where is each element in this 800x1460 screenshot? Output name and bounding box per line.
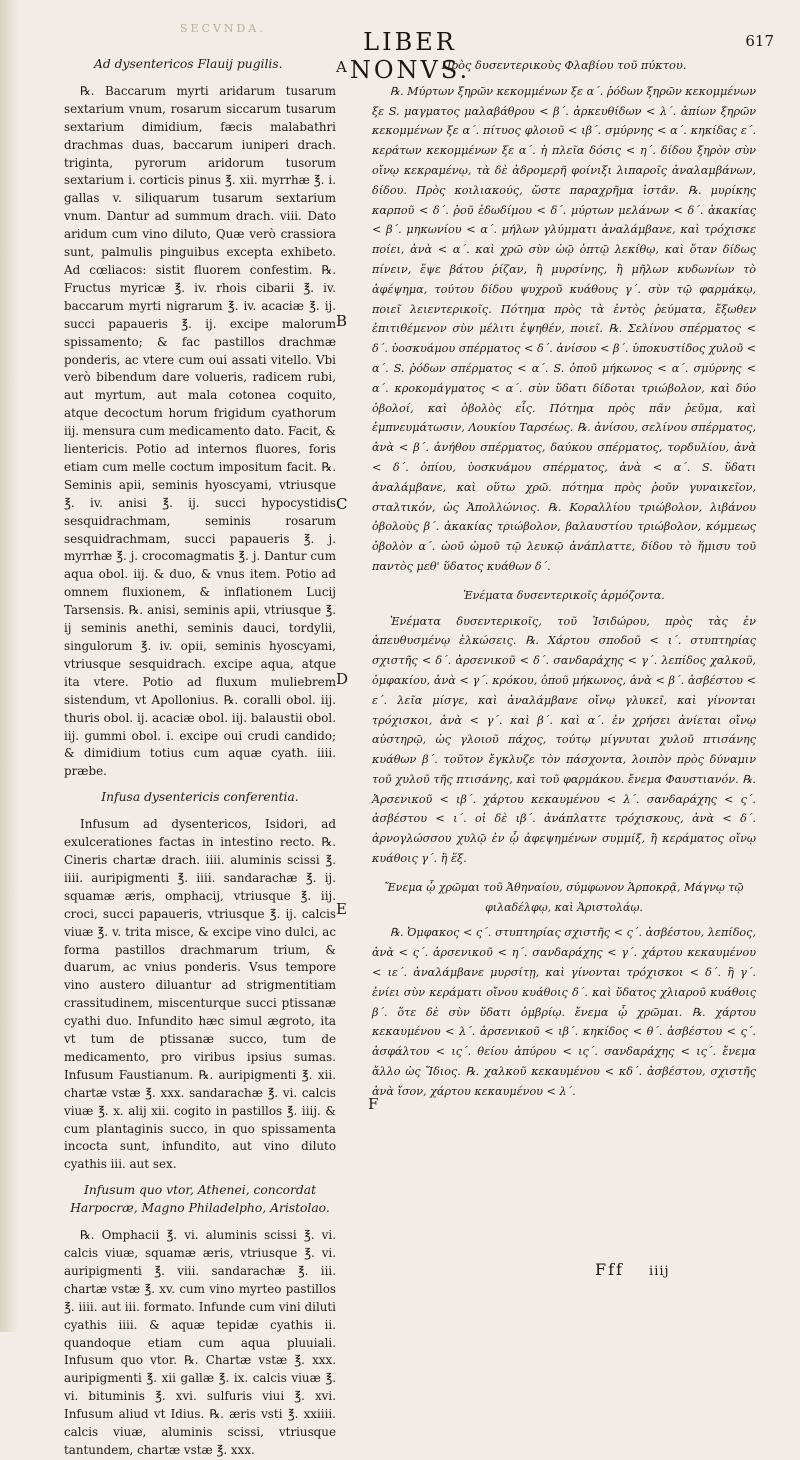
latin-heading-athenei: Infusum quo vtor, Athenei, concordat Harpocræ, Magno Philadelpho, Aristolao. (70, 1183, 330, 1216)
latin-column (64, 56, 336, 1457)
bleed-through-text: SECVNDA. (180, 22, 266, 35)
latin-heading-flavius: Ad dysentericos Flauij pugilis. (94, 57, 283, 71)
signature-mark (595, 1260, 670, 1279)
margin-letter-e: E (336, 900, 347, 918)
greek-paragraph: ℞. Ὀμφακος < ς΄. στυπτηρίας σχιστῆς < ς΄. ἀσβέστου, λεπίδος, ἀνὰ < ς΄. ἀρσενικοῦ < η΄. σανδαράχης < γ΄. χάρτου κεκαυμένου < ιε΄. ἀναλάμβανε μυρσίτῃ, καὶ γίνονται τρόχισκοι < δ΄. ἢ γ΄. ἐνίει σὺν κεράματι οἴνου κυάθοις δ΄. καὶ ὕδατος χλιαροῦ κυάθοις β΄. ὅτε δὲ σὺν ὕδατι ὀμβρίῳ. ἔνεμα ᾧ χρῶμαι. ℞. χάρτου κεκαυμένου < λ΄. ἀρσενικοῦ < ιβ΄. κηκίδος < θ΄. ἀσβέστου < ς΄. ἀσφάλτου < ις΄. θείου ἀπύρου < ις΄. σανδαράχης < ις΄. ἔνεμα ἄλλο ὡς Ἴδιος. ℞. χαλκοῦ κεκαυμένου < κδ΄. ἀσβέστου, σχιστῆς ἀνὰ ἴσον, χάρτου κεκαυμένου < λ΄. (372, 926, 756, 1098)
page-number: 617 (745, 32, 774, 50)
greek-heading-flavius: Πρὸς δυσεντερικοὺς Φλαβίου τοῦ πύκτου. (441, 58, 687, 72)
greek-column (372, 56, 756, 1296)
margin-letter-d: D (336, 670, 349, 688)
margin-section-letters (330, 0, 379, 1332)
signature-letters: Fff (595, 1260, 624, 1279)
margin-letter-f: F (368, 1095, 379, 1113)
margin-letter-a: A (336, 58, 347, 76)
latin-paragraph: ℞. Baccarum myrti aridarum tusarum sextarium vnum, rosarum siccarum tusarum sextarium dimidium, fæcis malabathri drachmas duas, baccarum iuniperi drach. triginta, pyrorum aridorum tusorum sextarium i. corticis pinus ℥. xii. myrrhæ ℥. i. gallas v. siliquarum tusarum sextarium vnum. Dantur ad summum drach. viii. Dato aridum cum vino diluto, Quæ verò crassiora sunt, palmulis pinguibus excepta exhibeto. Ad cœliacos: sistit fluorem confestim. ℞. Fructus myricæ ℥. iv. rhois cibarii ℥. iv. baccarum myrti nigrarum ℥. iv. acaciæ ℥. ij. succi papaueris ℥. ij. excipe malorum spissamento; & fac pastillos drachmæ ponderis, ac vtere cum oui assati vitello. Vbi verò bibendum dare volueris, radicem rubi, aut myrtum, aut mala cotonea coquito, atque decoctum horum frigidum cyathorum iij. mensura cum medicamento dato. Facit, & lientericis. Potio ad internos fluores, foris etiam cum melle coctum impositum facit. ℞. Seminis apii, seminis hyoscyami, vtriusque ℥. iv. anisi ℥. ij. succi hypocystidis sesquidrachmam, seminis rosarum sesquidrachmam, succi papaueris ℥. j. myrrhæ ℥. j. crocomagmatis ℥. j. Dantur cum aqua obol. iij. & duo, & vnus item. Potio ad omnem fluxionem, & inflationem Lucij Tarsensis. ℞. anisi, seminis apii, vtriusque ℥. ij seminis anethi, seminis dauci, tordylii, singulorum ℥. iv. opii, seminis hyoscyami, vtriusque sesquidrach. excipe aqua, atque ita vtere. Potio ad fluxum muliebrem sistendum, vt Apollonius. ℞. coralli obol. iij. thuris obol. ij. acaciæ obol. iij. balaustii obol. iij. gummi obol. i. excipe oui crudi candido; & dimidium totius cum aquæ cyath. iiii. præbe. (64, 83, 336, 779)
greek-heading-athenaios: Ἔνεμα ᾧ χρῶμαι τοῦ Ἀθηναίου, σύμφωνον Ἁρποκρᾷ, Μάγνῳ τῷ φιλαδέλφῳ, καὶ Ἀριστολάῳ. (384, 880, 744, 914)
margin-letter-c: C (336, 495, 348, 513)
running-title: LIBER NONVS. (349, 28, 471, 84)
margin-letter-b: B (336, 312, 348, 330)
greek-paragraph: ℞. Μύρτων ξηρῶν κεκομμένων ξε α΄. ῥόδων ξηρῶν κεκομμένων ξε S. μαγματος μαλαβάθρου < β΄. ἀρκευθίδων < λ΄. ἀπίων ξηρῶν κεκομμένων ξε α΄. πίτυος φλοιοῦ < ιβ΄. σμύρνης < α΄. κηκίδας ε΄. κεράτων κεκομμένων ξε α΄. ἡ πλεῖα δόσις < η΄. δίδου ξηρὸν σὺν οἴνῳ κεκραμένῳ, τὰ δὲ ἁδρομερῆ φοίνιξι λιπαροῖς ἀναλαμβάνων, δίδου. Πρὸς κοιλιακούς, ὥστε παραχρῆμα ἱστᾶν. ℞. μυρίκης καρποῦ < δ΄. ῥοῦ ἐδωδίμου < δ΄. μύρτων μελάνων < δ΄. ἀκακίας < β΄. μηκωνίου < α΄. μήλων γλύμματι ἀναλάμβανε, καὶ τρόχισκε ποίει, ἀνὰ < α΄. καὶ χρῶ σὺν ὠῷ ὀπτῷ λεκίθῳ, καὶ ὅταν δίδως πίνειν, ἕψε βάτου ῥίζαν, ἢ μυρσίνης, ἢ μῆλων κυδωνίων τὸ ἀφέψημα, τούτου δίδου ψυχροῦ κυάθους γ΄. σὺν τῷ φαρμάκῳ, ποιεῖ λειεντερικοῖς. Πότημα πρὸς τὰ ἐντὸς ῥεύματα, ἔξωθεν ἐπιτιθέμενον σὺν μέλιτι ἑψηθέν, ποιεῖ. ℞. Σελίνου σπέρματος < δ΄. ὑοσκυάμου σπέρματος < δ΄. ἀνίσου < β΄. ὑποκυστίδος χυλοῦ < α΄. S. ῥόδων σπέρματος < α΄. S. ὀποῦ μήκωνος < α΄. σμύρνης < α΄. κροκομάγματος < α΄. σὺν ὕδατι δίδοται τριώβολον, καὶ δύο ὀβολοί, καὶ ὀβολὸς εἷς. Πότημα πρὸς πᾶν ῥεῦμα, καὶ ἐμπνευμάτωσιν, Λουκίου Ταρσέως. ℞. ἀνίσου, σελίνου σπέρματος, ἀνὰ < β΄. ἀνήθου σπέρματος, δαύκου σπέρματος, τορδυλίου, ἀνὰ < δ΄. ὀπίου, ὑοσκυάμου σπέρματος, ἀνὰ < α΄. S. ὕδατι ἀναλάμβανε, καὶ οὕτω χρῶ. πότημα πρὸς ῥοῦν γυναικεῖον, σταλτικόν, ὡς Ἀπολλώνιος. ℞. Κοραλλίου τριώβολον, λιβάνου ὀβολοὺς β΄. ἀκακίας τριώβολον, βαλαυστίου τριώβολον, κόμμεως ὀβολὸν α΄. ὠοῦ ὠμοῦ τῷ λευκῷ ἀνάπλαττε, δίδου τὸ ἥμισυ τοῦ παντὸς μεθ' ὕδατος κυάθων δ΄. (372, 84, 756, 573)
page-gutter-shadow (0, 0, 18, 1332)
latin-paragraph: ℞. Omphacii ℥. vi. aluminis scissi ℥. vi. calcis viuæ, squamæ æris, vtriusque ℥. vi. auripigmenti ℥. viii. sandarachæ ℥. iii. chartæ vstæ ℥. xv. cum vino myrteo pastillos ℥. iiii. aut iii. formato. Infunde cum vini diluti cyathis iiii. & aquæ tepidæ cyathis ii. quandoque etiam cum aqua pluuiali. Infusum quo vtor. ℞. Chartæ vstæ ℥. xxx. auripigmenti ℥. xii gallæ ℥. ix. calcis viuæ ℥. vi. bituminis ℥. xvi. sulfuris viui ℥. xvi. Infusum aliud vt Idius. ℞. æris vsti ℥. xxiiii. calcis viuæ, aluminis scissi, vtriusque tantundem, chartæ vstæ ℥. xxx. (64, 1228, 336, 1457)
signature-number: iiij (649, 1264, 670, 1279)
latin-heading-infusa: Infusa dysentericis conferentia. (101, 790, 299, 805)
greek-paragraph: Ἐνέματα δυσεντερικοῖς, τοῦ Ἰσιδώρου, πρὸς τὰς ἐν ἀπευθυσμένῳ ἑλκώσεις. ℞. Χάρτου σποδοῦ < ι΄. στυπτηρίας σχιστῆς < δ΄. ἀρσενικοῦ < δ΄. σανδαράχης < γ΄. λεπίδος χαλκοῦ, ὀμφακίου, ἀνὰ < γ΄. κρόκου, ὀποῦ μήκωνος, ἀνὰ < β΄. ἀσβέστου < ε΄. λεῖα μίσγε, καὶ ἀναλάμβανε οἴνῳ γλυκεῖ, καὶ γίνονται τρόχισκοι, ἀνὰ < γ΄. καὶ β΄. καὶ α΄. ἐν χρήσει ἀνίεται οἴνῳ αὐστηρῷ, ὡς γλοιοῦ πάχος, τούτῳ μίγνυται χυλοῦ πτισάνης κυάθων β΄. τοῦτον ἔγκλυζε τὸν πάσχοντα, λοιπὸν πρὸς δύναμιν τοῦ χυλοῦ τῆς πτισάνης, καὶ τοῦ φαρμάκου. ἔνεμα Φαυστιανόν. ℞. Ἀρσενικοῦ < ιβ΄. χάρτου κεκαυμένου < λ΄. σανδαράχης < ς΄. ἀσβέστου < ι΄. οἱ δὲ ιβ΄. ἀνάπλαττε τρόχισκους, ἀνὰ < δ΄. ἀρνογλώσσου χυλῷ ἐν ᾧ ἀφεψημένων συμμίξ, ἢ κεράματος οἴνῳ κυάθοις γ΄. ἢ ἕξ. (372, 614, 756, 866)
greek-heading-enemata: Ἐνέματα δυσεντερικοῖς ἁρμόζοντα. (463, 588, 665, 602)
latin-paragraph: Infusum ad dysentericos, Isidori, ad exulcerationes factas in intestino recto. ℞. Cineris chartæ drach. iiii. aluminis scissi ℥. iiii. auripigmenti ℥. iiii. sandarachæ ℥. ij. squamæ æris, omphacij, vtriusque ℥. iij. croci, succi papaueris, vtriusque ℥. ij. calcis viuæ ℥. v. trita misce, & excipe vino dulci, ac forma pastillos drachmarum trium, & duarum, ac vnius ponderis. Vsus tempore vino austero diluantur ad strigmentitiam crassitudinem, miscenturque succi ptissanæ cyathi duo. Infundito hæc simul ægroto, ita vt tum de ptissanæ succo, tum de medicamento, pro viribus ipsius sumas. Infusum Faustianum. ℞. auripigmenti ℥. xii. chartæ vstæ ℥. xxx. sandarachæ ℥. vi. calcis viuæ ℥. x. alij xii. cogito in pastillos ℥. iiij. & cum plantaginis succo, in quo spissamenta incocta sunt, infundito, aut vino diluto cyathis iii. aut sex. (64, 817, 336, 1172)
